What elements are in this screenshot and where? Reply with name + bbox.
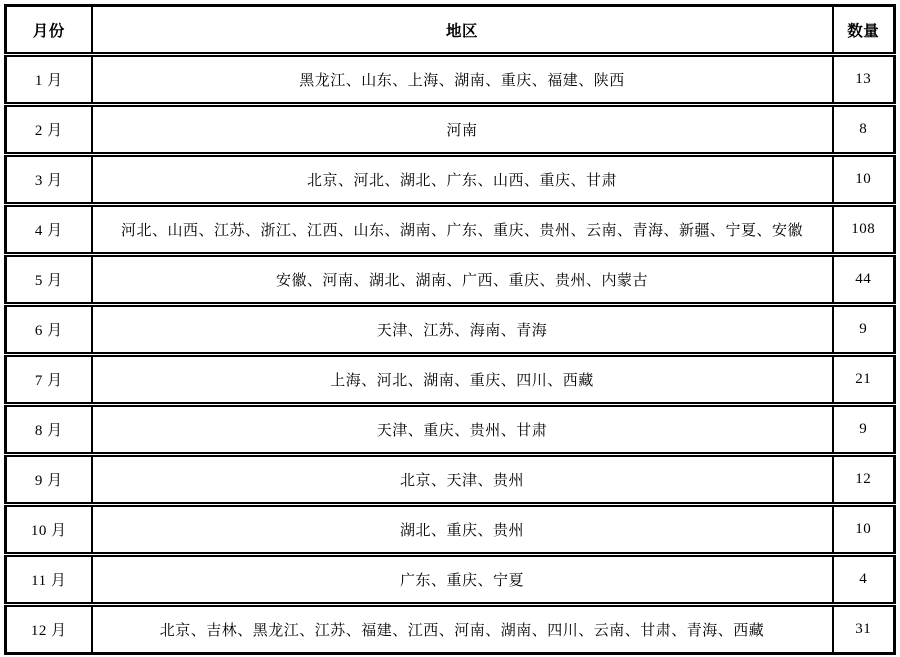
header-row bbox=[6, 6, 895, 55]
region-cell: 北京、河北、湖北、广东、山西、重庆、甘肃 bbox=[92, 155, 833, 205]
quantity-cell: 9 bbox=[833, 305, 895, 355]
table-row bbox=[6, 105, 895, 155]
quantity-cell: 21 bbox=[833, 355, 895, 405]
region-cell: 安徽、河南、湖北、湖南、广西、重庆、贵州、内蒙古 bbox=[92, 255, 833, 305]
month-cell: 3 月 bbox=[6, 155, 92, 205]
quantity-cell: 108 bbox=[833, 205, 895, 255]
month-cell: 1 月 bbox=[6, 55, 92, 105]
quantity-cell: 10 bbox=[833, 155, 895, 205]
table-row bbox=[6, 55, 895, 105]
table-row bbox=[6, 555, 895, 605]
month-cell: 5 月 bbox=[6, 255, 92, 305]
table-row bbox=[6, 455, 895, 505]
table-row bbox=[6, 605, 895, 654]
quantity-cell: 9 bbox=[833, 405, 895, 455]
region-cell: 天津、重庆、贵州、甘肃 bbox=[92, 405, 833, 455]
region-cell: 湖北、重庆、贵州 bbox=[92, 505, 833, 555]
table-row bbox=[6, 155, 895, 205]
table-row bbox=[6, 205, 895, 255]
region-cell: 广东、重庆、宁夏 bbox=[92, 555, 833, 605]
month-cell: 6 月 bbox=[6, 305, 92, 355]
quantity-cell: 10 bbox=[833, 505, 895, 555]
table-row bbox=[6, 305, 895, 355]
month-cell: 12 月 bbox=[6, 605, 92, 654]
region-cell: 北京、天津、贵州 bbox=[92, 455, 833, 505]
table-row bbox=[6, 255, 895, 305]
month-cell: 7 月 bbox=[6, 355, 92, 405]
month-cell: 9 月 bbox=[6, 455, 92, 505]
region-cell: 北京、吉林、黑龙江、江苏、福建、江西、河南、湖南、四川、云南、甘肃、青海、西藏 bbox=[92, 605, 833, 654]
region-cell: 天津、江苏、海南、青海 bbox=[92, 305, 833, 355]
header-month: 月份 bbox=[6, 6, 92, 55]
region-cell: 河南 bbox=[92, 105, 833, 155]
quantity-cell: 4 bbox=[833, 555, 895, 605]
header-quantity: 数量 bbox=[833, 6, 895, 55]
quantity-cell: 44 bbox=[833, 255, 895, 305]
quantity-cell: 12 bbox=[833, 455, 895, 505]
quantity-cell: 13 bbox=[833, 55, 895, 105]
month-cell: 8 月 bbox=[6, 405, 92, 455]
table-body bbox=[6, 55, 895, 654]
quantity-cell: 31 bbox=[833, 605, 895, 654]
header-region: 地区 bbox=[92, 6, 833, 55]
table-row bbox=[6, 355, 895, 405]
region-cell: 黑龙江、山东、上海、湖南、重庆、福建、陕西 bbox=[92, 55, 833, 105]
month-cell: 4 月 bbox=[6, 205, 92, 255]
quantity-cell: 8 bbox=[833, 105, 895, 155]
monthly-region-table bbox=[4, 4, 896, 655]
table-row bbox=[6, 405, 895, 455]
month-cell: 2 月 bbox=[6, 105, 92, 155]
month-cell: 11 月 bbox=[6, 555, 92, 605]
region-cell: 河北、山西、江苏、浙江、江西、山东、湖南、广东、重庆、贵州、云南、青海、新疆、宁夏、安徽 bbox=[92, 205, 833, 255]
table-row bbox=[6, 505, 895, 555]
region-cell: 上海、河北、湖南、重庆、四川、西藏 bbox=[92, 355, 833, 405]
month-cell: 10 月 bbox=[6, 505, 92, 555]
